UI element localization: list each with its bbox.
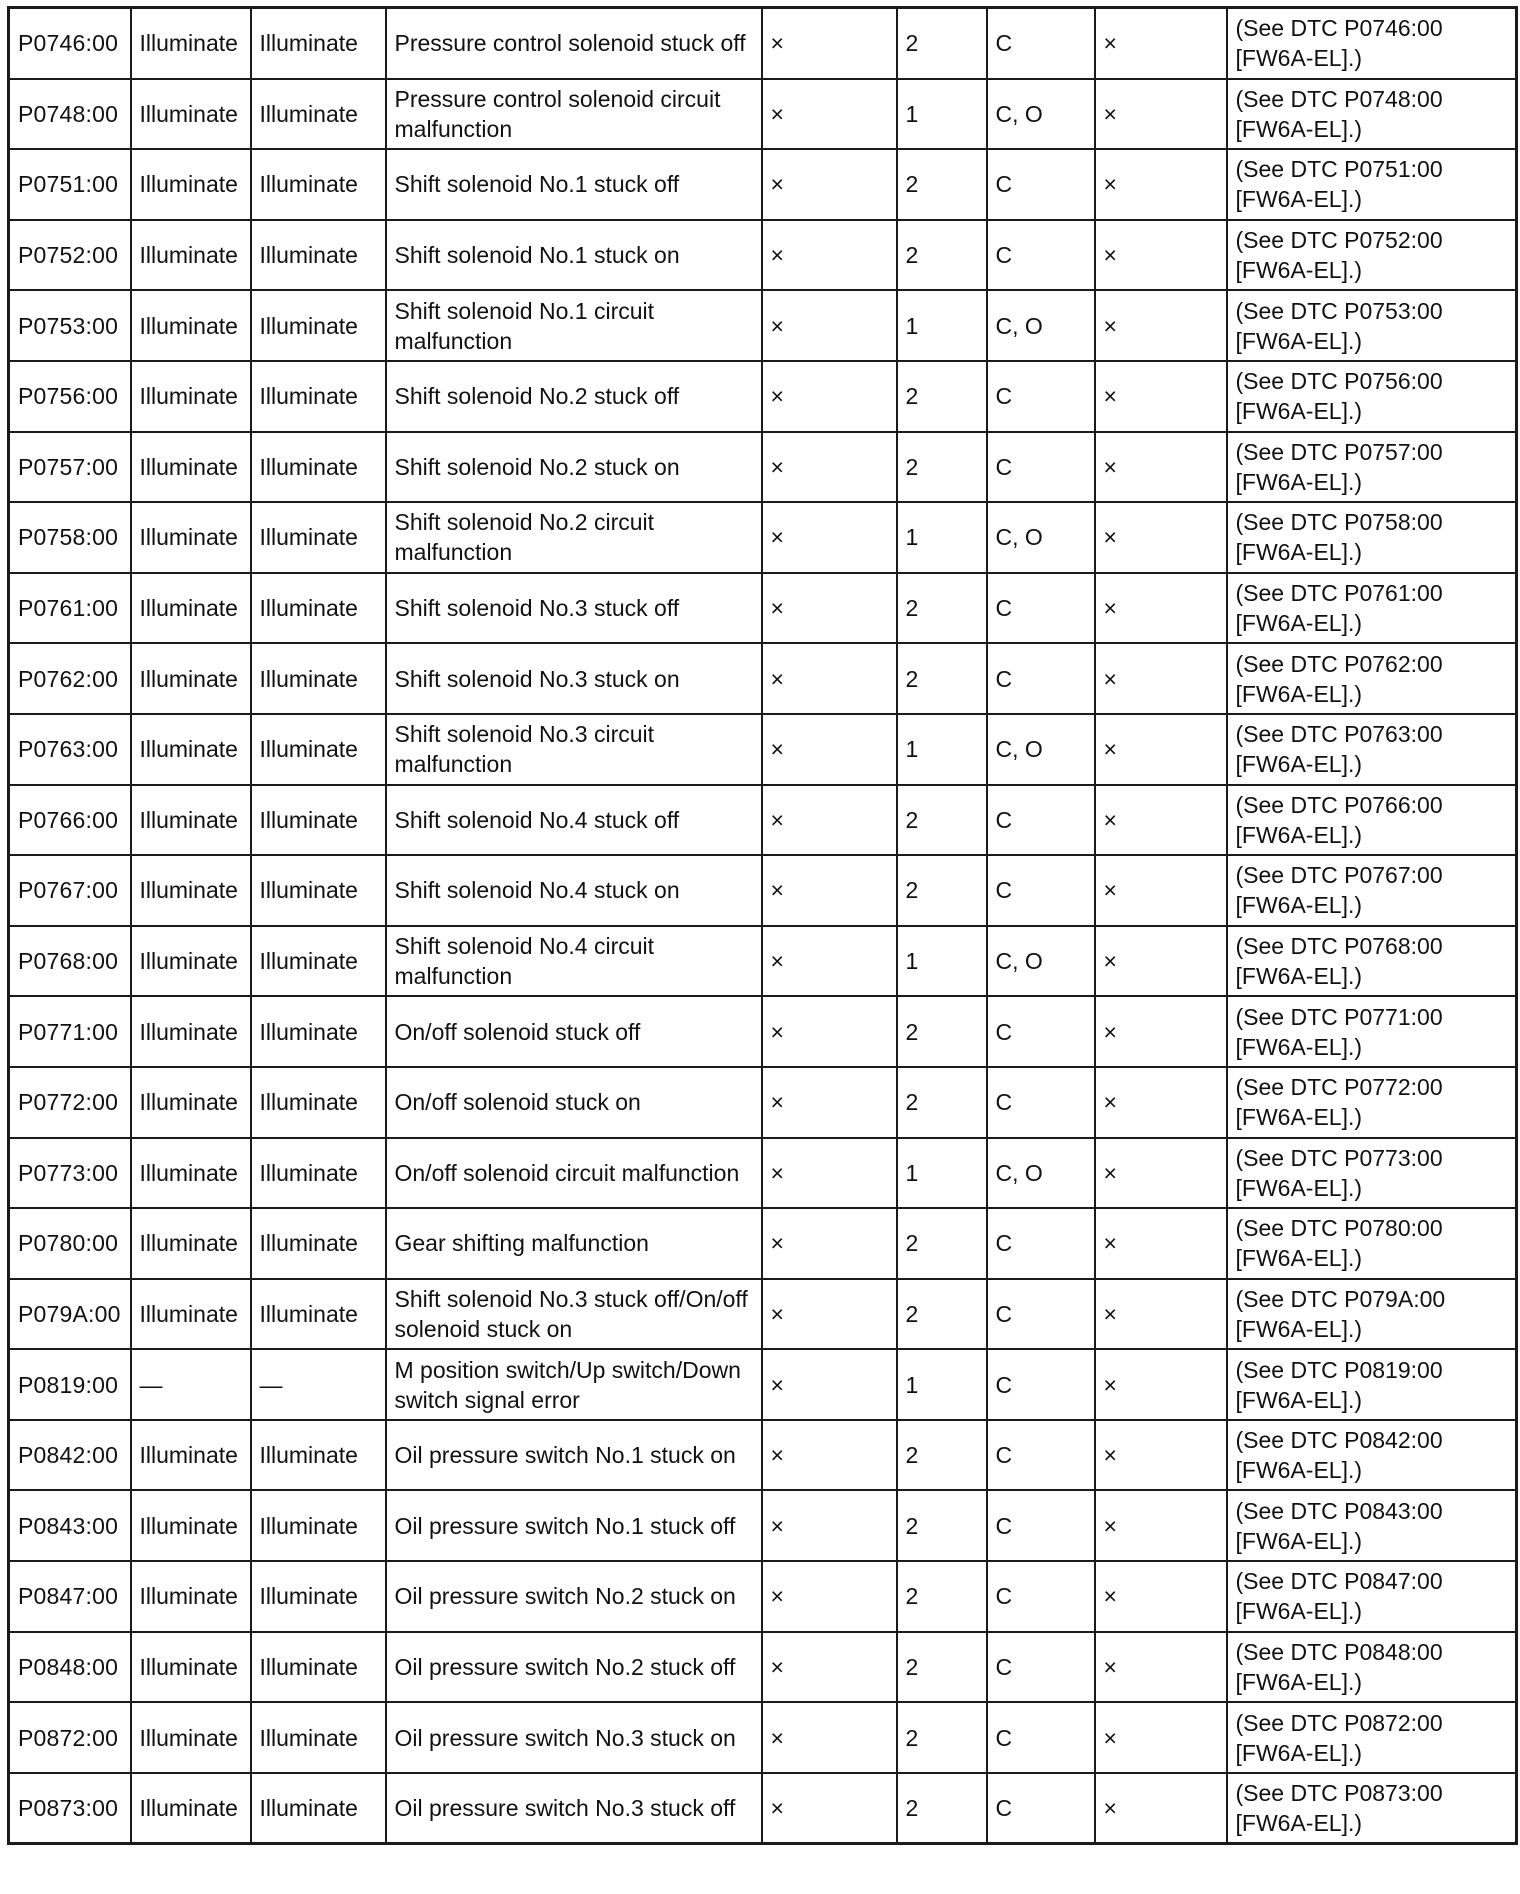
fail-safe-mark: ×	[762, 785, 897, 856]
detection-cycle: 2	[897, 1561, 987, 1632]
detection-condition: C, O	[987, 714, 1095, 785]
memory-mark: ×	[1095, 1420, 1227, 1491]
table-row	[9, 361, 1517, 432]
dtc-code: P0847:00	[9, 1561, 131, 1632]
mil-status: Illuminate	[131, 926, 251, 997]
table-row	[9, 502, 1517, 573]
memory-mark: ×	[1095, 502, 1227, 573]
dtc-reference: (See DTC P0761:00 [FW6A-EL].)	[1227, 573, 1517, 644]
dtc-reference: (See DTC P0766:00 [FW6A-EL].)	[1227, 785, 1517, 856]
detection-condition: C	[987, 996, 1095, 1067]
memory-mark: ×	[1095, 79, 1227, 150]
table-row	[9, 573, 1517, 644]
detection-condition: C, O	[987, 926, 1095, 997]
memory-mark: ×	[1095, 1773, 1227, 1844]
mil-status: Illuminate	[131, 996, 251, 1067]
detection-cycle: 1	[897, 1138, 987, 1209]
dtc-description: Oil pressure switch No.3 stuck on	[386, 1702, 762, 1773]
dtc-code: P0748:00	[9, 79, 131, 150]
memory-mark: ×	[1095, 149, 1227, 220]
fail-safe-mark: ×	[762, 1067, 897, 1138]
memory-mark: ×	[1095, 714, 1227, 785]
memory-mark: ×	[1095, 1632, 1227, 1703]
detection-condition: C	[987, 573, 1095, 644]
dtc-code: P0767:00	[9, 855, 131, 926]
dtc-reference: (See DTC P0873:00 [FW6A-EL].)	[1227, 1773, 1517, 1844]
warning-light-status: —	[251, 1349, 386, 1420]
mil-status: Illuminate	[131, 1773, 251, 1844]
dtc-reference: (See DTC P0758:00 [FW6A-EL].)	[1227, 502, 1517, 573]
warning-light-status: Illuminate	[251, 785, 386, 856]
dtc-reference: (See DTC P0762:00 [FW6A-EL].)	[1227, 643, 1517, 714]
dtc-table	[7, 6, 1518, 1845]
dtc-reference: (See DTC P0756:00 [FW6A-EL].)	[1227, 361, 1517, 432]
mil-status: Illuminate	[131, 1490, 251, 1561]
dtc-description: Oil pressure switch No.1 stuck off	[386, 1490, 762, 1561]
table-row	[9, 1490, 1517, 1561]
detection-condition: C	[987, 220, 1095, 291]
mil-status: Illuminate	[131, 855, 251, 926]
dtc-reference: (See DTC P0768:00 [FW6A-EL].)	[1227, 926, 1517, 997]
dtc-reference: (See DTC P079A:00 [FW6A-EL].)	[1227, 1279, 1517, 1350]
fail-safe-mark: ×	[762, 643, 897, 714]
fail-safe-mark: ×	[762, 1490, 897, 1561]
mil-status: Illuminate	[131, 643, 251, 714]
dtc-reference: (See DTC P0753:00 [FW6A-EL].)	[1227, 290, 1517, 361]
table-row	[9, 1632, 1517, 1703]
mil-status: Illuminate	[131, 1138, 251, 1209]
dtc-reference: (See DTC P0771:00 [FW6A-EL].)	[1227, 996, 1517, 1067]
memory-mark: ×	[1095, 926, 1227, 997]
dtc-code: P0758:00	[9, 502, 131, 573]
dtc-description: On/off solenoid circuit malfunction	[386, 1138, 762, 1209]
dtc-code: P0751:00	[9, 149, 131, 220]
dtc-reference: (See DTC P0848:00 [FW6A-EL].)	[1227, 1632, 1517, 1703]
dtc-description: Shift solenoid No.3 stuck off/On/off solenoid stuck on	[386, 1279, 762, 1350]
dtc-code: P0766:00	[9, 785, 131, 856]
warning-light-status: Illuminate	[251, 502, 386, 573]
dtc-code: P0843:00	[9, 1490, 131, 1561]
detection-cycle: 2	[897, 643, 987, 714]
mil-status: Illuminate	[131, 1067, 251, 1138]
detection-condition: C	[987, 1632, 1095, 1703]
memory-mark: ×	[1095, 996, 1227, 1067]
dtc-description: Pressure control solenoid stuck off	[386, 8, 762, 79]
fail-safe-mark: ×	[762, 1138, 897, 1209]
dtc-reference: (See DTC P0773:00 [FW6A-EL].)	[1227, 1138, 1517, 1209]
detection-condition: C	[987, 8, 1095, 79]
fail-safe-mark: ×	[762, 432, 897, 503]
mil-status: Illuminate	[131, 8, 251, 79]
detection-cycle: 1	[897, 926, 987, 997]
dtc-description: M position switch/Up switch/Down switch signal error	[386, 1349, 762, 1420]
dtc-description: Shift solenoid No.2 stuck off	[386, 361, 762, 432]
memory-mark: ×	[1095, 1067, 1227, 1138]
table-row	[9, 1067, 1517, 1138]
dtc-reference: (See DTC P0772:00 [FW6A-EL].)	[1227, 1067, 1517, 1138]
fail-safe-mark: ×	[762, 1420, 897, 1491]
dtc-code: P0848:00	[9, 1632, 131, 1703]
dtc-code: P0772:00	[9, 1067, 131, 1138]
fail-safe-mark: ×	[762, 149, 897, 220]
mil-status: Illuminate	[131, 79, 251, 150]
dtc-reference: (See DTC P0842:00 [FW6A-EL].)	[1227, 1420, 1517, 1491]
detection-condition: C	[987, 1208, 1095, 1279]
warning-light-status: Illuminate	[251, 149, 386, 220]
mil-status: Illuminate	[131, 149, 251, 220]
warning-light-status: Illuminate	[251, 361, 386, 432]
mil-status: —	[131, 1349, 251, 1420]
dtc-description: Oil pressure switch No.3 stuck off	[386, 1773, 762, 1844]
mil-status: Illuminate	[131, 1279, 251, 1350]
dtc-code: P0873:00	[9, 1773, 131, 1844]
mil-status: Illuminate	[131, 502, 251, 573]
memory-mark: ×	[1095, 432, 1227, 503]
dtc-description: Shift solenoid No.1 stuck off	[386, 149, 762, 220]
dtc-description: Shift solenoid No.3 stuck off	[386, 573, 762, 644]
dtc-description: Shift solenoid No.3 circuit malfunction	[386, 714, 762, 785]
warning-light-status: Illuminate	[251, 1773, 386, 1844]
dtc-description: Shift solenoid No.4 stuck off	[386, 785, 762, 856]
fail-safe-mark: ×	[762, 361, 897, 432]
dtc-code: P0746:00	[9, 8, 131, 79]
detection-condition: C	[987, 1702, 1095, 1773]
detection-cycle: 2	[897, 1208, 987, 1279]
detection-condition: C	[987, 785, 1095, 856]
dtc-code: P0753:00	[9, 290, 131, 361]
warning-light-status: Illuminate	[251, 714, 386, 785]
table-row	[9, 1208, 1517, 1279]
fail-safe-mark: ×	[762, 573, 897, 644]
dtc-code: P0771:00	[9, 996, 131, 1067]
table-row	[9, 1702, 1517, 1773]
detection-cycle: 2	[897, 996, 987, 1067]
memory-mark: ×	[1095, 1279, 1227, 1350]
dtc-code: P0819:00	[9, 1349, 131, 1420]
detection-condition: C, O	[987, 1138, 1095, 1209]
memory-mark: ×	[1095, 1208, 1227, 1279]
warning-light-status: Illuminate	[251, 1702, 386, 1773]
warning-light-status: Illuminate	[251, 1067, 386, 1138]
dtc-code: P0756:00	[9, 361, 131, 432]
mil-status: Illuminate	[131, 1561, 251, 1632]
dtc-description: On/off solenoid stuck off	[386, 996, 762, 1067]
dtc-reference: (See DTC P0751:00 [FW6A-EL].)	[1227, 149, 1517, 220]
mil-status: Illuminate	[131, 1208, 251, 1279]
table-row	[9, 1773, 1517, 1844]
dtc-description: Oil pressure switch No.1 stuck on	[386, 1420, 762, 1491]
dtc-reference: (See DTC P0767:00 [FW6A-EL].)	[1227, 855, 1517, 926]
detection-condition: C, O	[987, 79, 1095, 150]
dtc-description: Gear shifting malfunction	[386, 1208, 762, 1279]
dtc-reference: (See DTC P0757:00 [FW6A-EL].)	[1227, 432, 1517, 503]
detection-cycle: 2	[897, 1420, 987, 1491]
fail-safe-mark: ×	[762, 79, 897, 150]
dtc-description: Oil pressure switch No.2 stuck off	[386, 1632, 762, 1703]
fail-safe-mark: ×	[762, 1773, 897, 1844]
warning-light-status: Illuminate	[251, 643, 386, 714]
memory-mark: ×	[1095, 290, 1227, 361]
detection-cycle: 2	[897, 1067, 987, 1138]
table-row	[9, 1420, 1517, 1491]
dtc-code: P0842:00	[9, 1420, 131, 1491]
table-row	[9, 714, 1517, 785]
warning-light-status: Illuminate	[251, 1279, 386, 1350]
dtc-code: P0773:00	[9, 1138, 131, 1209]
fail-safe-mark: ×	[762, 1561, 897, 1632]
mil-status: Illuminate	[131, 573, 251, 644]
memory-mark: ×	[1095, 855, 1227, 926]
table-row	[9, 1138, 1517, 1209]
detection-condition: C	[987, 1067, 1095, 1138]
memory-mark: ×	[1095, 573, 1227, 644]
fail-safe-mark: ×	[762, 996, 897, 1067]
mil-status: Illuminate	[131, 1702, 251, 1773]
warning-light-status: Illuminate	[251, 432, 386, 503]
dtc-reference: (See DTC P0748:00 [FW6A-EL].)	[1227, 79, 1517, 150]
fail-safe-mark: ×	[762, 1632, 897, 1703]
detection-cycle: 2	[897, 432, 987, 503]
mil-status: Illuminate	[131, 785, 251, 856]
dtc-description: Shift solenoid No.4 circuit malfunction	[386, 926, 762, 997]
detection-cycle: 2	[897, 8, 987, 79]
dtc-code: P0768:00	[9, 926, 131, 997]
dtc-description: Pressure control solenoid circuit malfunction	[386, 79, 762, 150]
detection-condition: C	[987, 432, 1095, 503]
detection-cycle: 2	[897, 785, 987, 856]
dtc-code: P0752:00	[9, 220, 131, 291]
detection-condition: C	[987, 149, 1095, 220]
dtc-description: Shift solenoid No.1 circuit malfunction	[386, 290, 762, 361]
detection-cycle: 2	[897, 1632, 987, 1703]
warning-light-status: Illuminate	[251, 1561, 386, 1632]
table-row	[9, 432, 1517, 503]
memory-mark: ×	[1095, 643, 1227, 714]
warning-light-status: Illuminate	[251, 855, 386, 926]
fail-safe-mark: ×	[762, 220, 897, 291]
fail-safe-mark: ×	[762, 1279, 897, 1350]
warning-light-status: Illuminate	[251, 996, 386, 1067]
dtc-code: P0872:00	[9, 1702, 131, 1773]
warning-light-status: Illuminate	[251, 220, 386, 291]
detection-cycle: 2	[897, 1490, 987, 1561]
warning-light-status: Illuminate	[251, 573, 386, 644]
dtc-description: Shift solenoid No.1 stuck on	[386, 220, 762, 291]
detection-condition: C	[987, 1561, 1095, 1632]
fail-safe-mark: ×	[762, 290, 897, 361]
table-row	[9, 855, 1517, 926]
detection-cycle: 1	[897, 290, 987, 361]
dtc-description: Shift solenoid No.3 stuck on	[386, 643, 762, 714]
table-row	[9, 1349, 1517, 1420]
warning-light-status: Illuminate	[251, 926, 386, 997]
memory-mark: ×	[1095, 785, 1227, 856]
detection-cycle: 2	[897, 1702, 987, 1773]
mil-status: Illuminate	[131, 220, 251, 291]
mil-status: Illuminate	[131, 714, 251, 785]
fail-safe-mark: ×	[762, 502, 897, 573]
table-row	[9, 1561, 1517, 1632]
table-row	[9, 290, 1517, 361]
detection-condition: C	[987, 1349, 1095, 1420]
dtc-code: P0780:00	[9, 1208, 131, 1279]
dtc-table-body	[9, 8, 1517, 1844]
table-row	[9, 220, 1517, 291]
dtc-reference: (See DTC P0872:00 [FW6A-EL].)	[1227, 1702, 1517, 1773]
table-row	[9, 79, 1517, 150]
detection-cycle: 2	[897, 1773, 987, 1844]
detection-condition: C	[987, 855, 1095, 926]
dtc-reference: (See DTC P0752:00 [FW6A-EL].)	[1227, 220, 1517, 291]
warning-light-status: Illuminate	[251, 79, 386, 150]
mil-status: Illuminate	[131, 290, 251, 361]
warning-light-status: Illuminate	[251, 290, 386, 361]
memory-mark: ×	[1095, 361, 1227, 432]
detection-condition: C, O	[987, 290, 1095, 361]
dtc-code: P0763:00	[9, 714, 131, 785]
detection-cycle: 2	[897, 149, 987, 220]
detection-condition: C	[987, 361, 1095, 432]
fail-safe-mark: ×	[762, 1702, 897, 1773]
memory-mark: ×	[1095, 1490, 1227, 1561]
fail-safe-mark: ×	[762, 855, 897, 926]
dtc-reference: (See DTC P0819:00 [FW6A-EL].)	[1227, 1349, 1517, 1420]
memory-mark: ×	[1095, 1138, 1227, 1209]
fail-safe-mark: ×	[762, 926, 897, 997]
dtc-description: On/off solenoid stuck on	[386, 1067, 762, 1138]
detection-cycle: 2	[897, 855, 987, 926]
dtc-description: Shift solenoid No.4 stuck on	[386, 855, 762, 926]
detection-cycle: 1	[897, 714, 987, 785]
dtc-code: P079A:00	[9, 1279, 131, 1350]
detection-condition: C	[987, 1279, 1095, 1350]
table-row	[9, 643, 1517, 714]
detection-cycle: 2	[897, 1279, 987, 1350]
mil-status: Illuminate	[131, 432, 251, 503]
table-row	[9, 1279, 1517, 1350]
table-row	[9, 785, 1517, 856]
detection-condition: C, O	[987, 502, 1095, 573]
dtc-code: P0761:00	[9, 573, 131, 644]
dtc-reference: (See DTC P0763:00 [FW6A-EL].)	[1227, 714, 1517, 785]
dtc-reference: (See DTC P0847:00 [FW6A-EL].)	[1227, 1561, 1517, 1632]
dtc-reference: (See DTC P0746:00 [FW6A-EL].)	[1227, 8, 1517, 79]
fail-safe-mark: ×	[762, 714, 897, 785]
dtc-description: Oil pressure switch No.2 stuck on	[386, 1561, 762, 1632]
table-row	[9, 149, 1517, 220]
fail-safe-mark: ×	[762, 1349, 897, 1420]
detection-cycle: 1	[897, 1349, 987, 1420]
memory-mark: ×	[1095, 1561, 1227, 1632]
detection-condition: C	[987, 1420, 1095, 1491]
warning-light-status: Illuminate	[251, 1138, 386, 1209]
mil-status: Illuminate	[131, 1420, 251, 1491]
dtc-description: Shift solenoid No.2 circuit malfunction	[386, 502, 762, 573]
detection-cycle: 2	[897, 361, 987, 432]
table-row	[9, 8, 1517, 79]
warning-light-status: Illuminate	[251, 1208, 386, 1279]
warning-light-status: Illuminate	[251, 1490, 386, 1561]
detection-condition: C	[987, 1490, 1095, 1561]
warning-light-status: Illuminate	[251, 8, 386, 79]
dtc-code: P0757:00	[9, 432, 131, 503]
detection-cycle: 2	[897, 573, 987, 644]
table-row	[9, 996, 1517, 1067]
fail-safe-mark: ×	[762, 1208, 897, 1279]
dtc-reference: (See DTC P0780:00 [FW6A-EL].)	[1227, 1208, 1517, 1279]
dtc-description: Shift solenoid No.2 stuck on	[386, 432, 762, 503]
memory-mark: ×	[1095, 220, 1227, 291]
memory-mark: ×	[1095, 8, 1227, 79]
fail-safe-mark: ×	[762, 8, 897, 79]
dtc-code: P0762:00	[9, 643, 131, 714]
dtc-reference: (See DTC P0843:00 [FW6A-EL].)	[1227, 1490, 1517, 1561]
warning-light-status: Illuminate	[251, 1420, 386, 1491]
mil-status: Illuminate	[131, 361, 251, 432]
mil-status: Illuminate	[131, 1632, 251, 1703]
memory-mark: ×	[1095, 1702, 1227, 1773]
detection-condition: C	[987, 643, 1095, 714]
detection-condition: C	[987, 1773, 1095, 1844]
memory-mark: ×	[1095, 1349, 1227, 1420]
table-row	[9, 926, 1517, 997]
detection-cycle: 2	[897, 220, 987, 291]
warning-light-status: Illuminate	[251, 1632, 386, 1703]
detection-cycle: 1	[897, 79, 987, 150]
detection-cycle: 1	[897, 502, 987, 573]
